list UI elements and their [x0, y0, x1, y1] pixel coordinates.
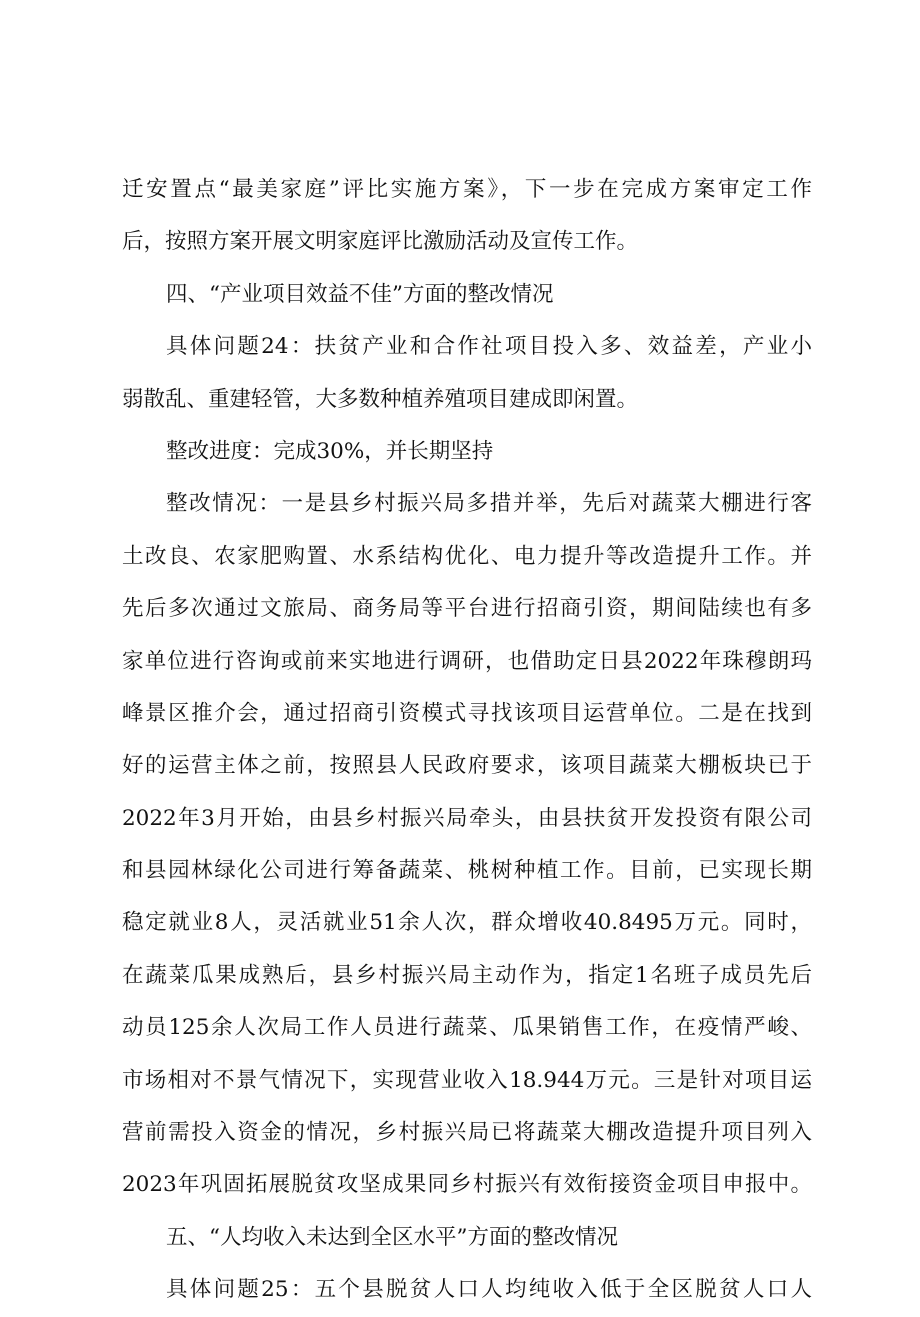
paragraph-line: 后，按照方案开展文明家庭评比激励活动及宣传工作。: [122, 229, 639, 255]
paragraph-line: 营前需投入资金的情况，乡村振兴局已将蔬菜大棚改造提升项目列入: [122, 1120, 812, 1146]
paragraph-line: 动员125余人次局工作人员进行蔬菜、瓜果销售工作，在疫情严峻、: [122, 1015, 812, 1041]
paragraph-line: 峰景区推介会，通过招商引资模式寻找该项目运营单位。二是在找到: [122, 700, 812, 726]
paragraph-line: 稳定就业8人，灵活就业51余人次，群众增收40.8495万元。同时，: [122, 910, 812, 936]
paragraph-line: 具体问题24：扶贫产业和合作社项目投入多、效益差，产业小: [166, 334, 812, 360]
paragraph-line: 土改良、农家肥购置、水系结构优化、电力提升等改造提升工作。并: [122, 543, 812, 569]
section-heading: 五、“人均收入未达到全区水平”方面的整改情况: [166, 1224, 618, 1250]
paragraph-line: 整改情况：一是县乡村振兴局多措并举，先后对蔬菜大棚进行客: [166, 491, 812, 517]
document-body: [122, 164, 812, 1317]
paragraph-line: 和县园林绿化公司进行筹备蔬菜、桃树种植工作。目前，已实现长期: [122, 858, 812, 884]
paragraph-line: 2023年巩固拓展脱贫攻坚成果同乡村振兴有效衔接资金项目申报中。: [122, 1172, 812, 1198]
paragraph-line: 市场相对不景气情况下，实现营业收入18.944万元。三是针对项目运: [122, 1067, 812, 1093]
section-heading: 四、“产业项目效益不佳”方面的整改情况: [166, 281, 554, 307]
paragraph-line: 好的运营主体之前，按照县人民政府要求，该项目蔬菜大棚板块已于: [122, 753, 812, 779]
paragraph-line: 迁安置点“最美家庭”评比实施方案》，下一步在完成方案审定工作: [122, 177, 812, 202]
paragraph-line: 具体问题25：五个县脱贫人口人均纯收入低于全区脱贫人口人: [166, 1277, 812, 1303]
paragraph-line: 弱散乱、重建轻管，大多数种植养殖项目建成即闲置。: [122, 386, 639, 412]
progress-line: 整改进度：完成30%，并长期坚持: [166, 438, 494, 464]
paragraph-line: 先后多次通过文旅局、商务局等平台进行招商引资，期间陆续也有多: [122, 596, 812, 622]
paragraph-line: 2022年3月开始，由县乡村振兴局牵头，由县扶贫开发投资有限公司: [122, 805, 812, 831]
paragraph-line: 在蔬菜瓜果成熟后，县乡村振兴局主动作为，指定1名班子成员先后: [122, 962, 812, 988]
paragraph-line: 家单位进行咨询或前来实地进行调研，也借助定日县2022年珠穆朗玛: [122, 648, 812, 674]
